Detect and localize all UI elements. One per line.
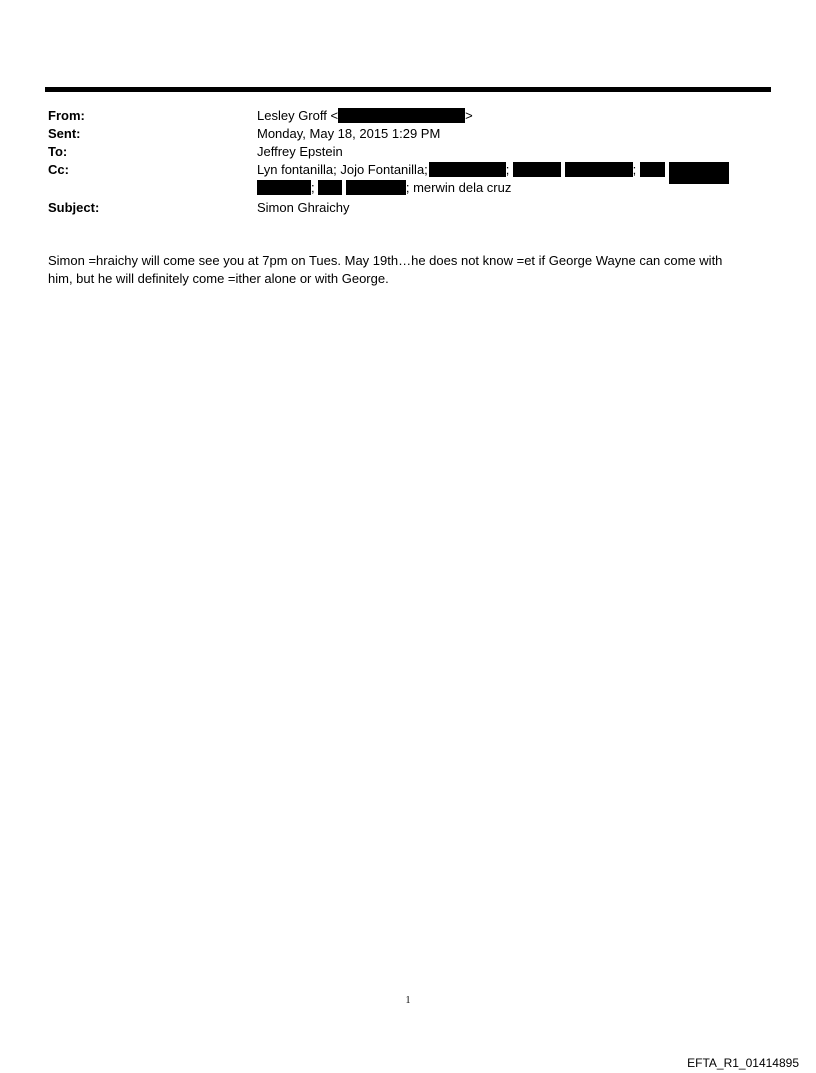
cc-tail: ; merwin dela cruz: [405, 180, 512, 195]
to-value: Jeffrey Epstein: [257, 144, 343, 159]
redaction-block: [257, 180, 311, 195]
from-value: [257, 107, 473, 125]
body-line: him, but he will definitely come =ither alone or with George.: [48, 271, 389, 286]
cc-separator: ;: [632, 162, 637, 177]
from-label: From:: [48, 108, 85, 123]
redaction-block: [640, 162, 665, 177]
sent-label: Sent:: [48, 126, 81, 141]
to-label: To:: [48, 144, 68, 159]
redaction-block: [338, 108, 465, 123]
bates-number: EFTA_R1_01414895: [687, 1056, 799, 1070]
cc-separator: ;: [311, 180, 315, 195]
header-divider-rule: [45, 87, 771, 92]
subject-label: Subject:: [48, 200, 100, 215]
email-body: [48, 252, 768, 288]
body-line: Simon =hraichy will come see you at 7pm on Tues. May 19th…he does not know =et if George Wayne can come with: [48, 253, 723, 268]
subject-value: Simon Ghraichy: [257, 200, 350, 215]
redaction-block: [429, 162, 506, 177]
from-close: >: [465, 108, 473, 123]
cc-label: Cc:: [48, 162, 69, 177]
cc-names: Lyn fontanilla; Jojo Fontanilla;: [257, 162, 428, 177]
redaction-block: [513, 162, 561, 177]
cc-value-line2: [257, 179, 511, 197]
sent-value: Monday, May 18, 2015 1:29 PM: [257, 126, 441, 141]
cc-separator: ;: [505, 162, 510, 177]
redaction-block: [669, 162, 729, 184]
redaction-block: [565, 162, 633, 177]
redaction-block: [346, 180, 406, 195]
from-name: Lesley Groff <: [257, 108, 339, 123]
page-number: 1: [405, 995, 411, 1006]
redaction-block: [318, 180, 342, 195]
